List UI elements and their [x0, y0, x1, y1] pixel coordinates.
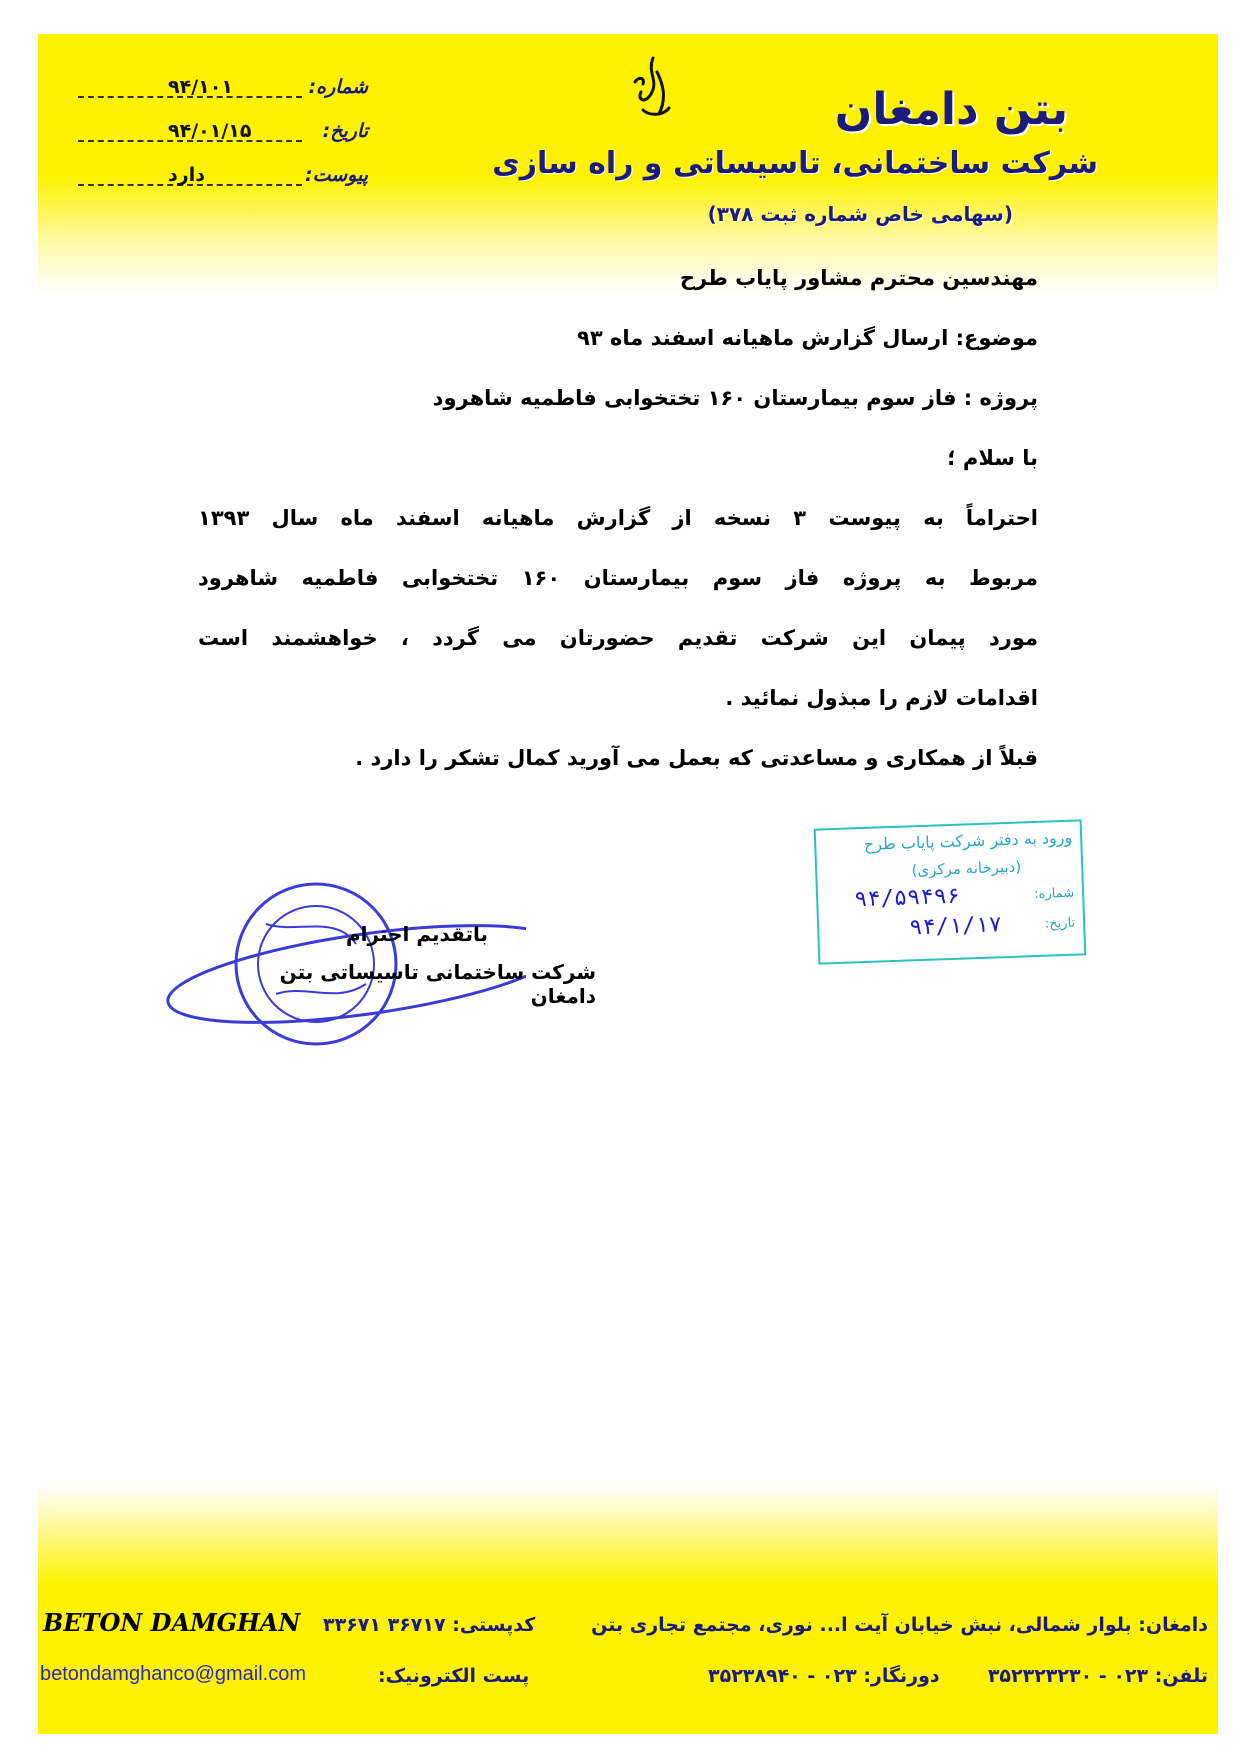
letter-attachment-row — [78, 164, 368, 194]
letter-number-label: شماره: — [308, 76, 368, 98]
body-line: مربوط به پروژه فاز سوم بیمارستان ۱۶۰ تختخوابی فاطمیه شاهرود — [198, 566, 1038, 590]
letter-page — [38, 34, 1218, 1734]
letter-date-row — [78, 120, 368, 150]
company-name: بتن دامغان — [834, 84, 1068, 135]
letter-attachment-label: پیوست: — [304, 164, 368, 186]
receipt-stamp-title: ورود به دفتر شرکت پایاب طرح — [863, 827, 1073, 854]
greeting: با سلام ؛ — [947, 446, 1038, 470]
company-registration: (سهامی خاص شماره ثبت ۳۷۸) — [707, 202, 1013, 226]
receipt-stamp-number: ۹۴/۵۹۴۹۶ — [853, 883, 961, 913]
body-line: اقدامات لازم را مبذول نمائید . — [725, 686, 1038, 710]
letter-date-value: ۹۴/۰۱/۱۵ — [168, 120, 252, 142]
company-subtitle: شرکت ساختمانی، تاسیساتی و راه سازی — [492, 146, 1098, 181]
letter-number-row — [78, 76, 368, 106]
footer-phone: تلفن: ۰۲۳ - ۳۵۲۳۲۳۲۳۰ — [987, 1665, 1208, 1687]
footer-address: دامغان: بلوار شمالی، نبش خیابان آیت ا... نوری، مجتمع تجاری بتن — [591, 1614, 1208, 1636]
receipt-stamp-subtitle: (دبیرخانه مرکزی) — [911, 857, 1022, 880]
signature-company: شرکت ساختمانی تاسیساتی بتن دامغان — [279, 960, 596, 1008]
recipient: مهندسین محترم مشاور پایاب طرح — [679, 266, 1038, 290]
closing: قبلاً از همکاری و مساعدتی که بعمل می آورید کمال تشکر را دارد . — [355, 746, 1038, 770]
footer-fax: دورنگار: ۰۲۳ - ۳۵۲۳۸۹۴۰ — [708, 1665, 940, 1687]
footer-email-link[interactable]: betondamghanco@gmail.com — [40, 1663, 307, 1685]
letter-number-value: ۹۴/۱۰۱ — [168, 76, 233, 98]
receipt-stamp-date: ۹۴/۱/۱۷ — [908, 912, 1003, 941]
receipt-stamp-number-label: شماره: — [1034, 885, 1075, 903]
signature-block — [236, 874, 596, 1074]
footer-brand: BETON DAMGHAN — [43, 1608, 301, 1637]
body-line: احتراماً به پیوست ۳ نسخه از گزارش ماهیانه اسفند ماه سال ۱۳۹۳ — [198, 506, 1038, 530]
letter-attachment-value: دارد — [168, 164, 205, 186]
receipt-stamp — [814, 819, 1087, 964]
footer-postal-code: کدپستی: ۳۶۷۱۷ ۳۳۶۷۱ — [323, 1614, 536, 1636]
project: پروژه : فاز سوم بیمارستان ۱۶۰ تختخوابی فاطمیه شاهرود — [432, 386, 1038, 410]
signature-greeting: باتقدیم احترام — [346, 922, 489, 946]
basmala-calligraphy-icon — [623, 54, 675, 124]
body-line: مورد پیمان این شرکت تقدیم حضورتان می گردد ، خواهشمند است — [198, 626, 1038, 650]
receipt-stamp-date-label: تاریخ: — [1044, 915, 1076, 932]
footer-email-label: پست الکترونیک: — [378, 1665, 530, 1687]
subject: موضوع: ارسال گزارش ماهیانه اسفند ماه ۹۳ — [577, 326, 1038, 350]
letter-date-label: تاریخ: — [322, 120, 368, 142]
